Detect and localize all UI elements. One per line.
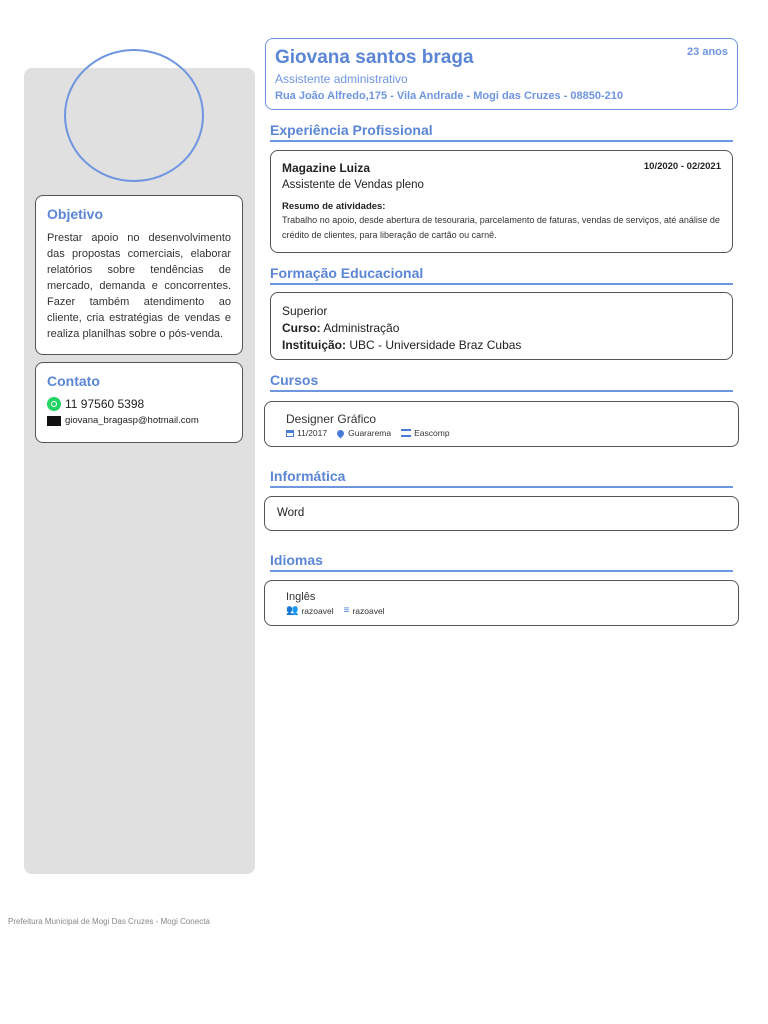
experience-dates: 10/2020 - 02/2021	[643, 161, 721, 172]
language-card	[264, 580, 739, 626]
company-name: Magazine Luiza	[282, 161, 371, 175]
email-row	[47, 415, 231, 426]
writing-level: razoavel	[352, 605, 385, 616]
institution-icon	[401, 429, 411, 437]
course-label: Curso:	[282, 321, 321, 335]
education-card	[270, 292, 733, 360]
page-footer: Prefeitura Municipal de Mogi Das Cruzes - Mogi Conecta	[8, 917, 210, 926]
section-education-title: Formação Educacional	[270, 265, 733, 285]
whatsapp-icon	[47, 397, 61, 411]
objective-text: Prestar apoio no desenvolvimento das propostas comerciais, elaborar relatórios sobre tendências de mercado, demanda e concorrentes. Fazer também atendimento ao cliente, cria estratégias de vendas e realiza planilhas sobre o pós-venda.	[47, 232, 231, 340]
course-meta	[286, 428, 717, 438]
email-address[interactable]: giovana_bragasp@hotmail.com	[65, 415, 199, 426]
language-meta	[286, 605, 717, 616]
mail-icon	[47, 416, 61, 426]
writing-icon: ≡	[343, 605, 350, 616]
section-computing-title: Informática	[270, 468, 733, 488]
candidate-name: Giovana santos braga	[275, 47, 474, 68]
objective-title: Objetivo	[47, 206, 104, 222]
section-courses-title: Cursos	[270, 372, 733, 392]
institution-value: UBC - Universidade Braz Cubas	[349, 338, 522, 352]
course-school: Eascomp	[414, 428, 450, 438]
calendar-icon	[286, 430, 294, 437]
summary-text: Trabalho no apoio, desde abertura de tesouraria, parcelamento de faturas, vendas de serviços, até análise de crédito de clientes, para liberação de cartão ou carnê.	[282, 215, 720, 240]
computing-item: Word	[277, 507, 305, 519]
education-level: Superior	[282, 304, 328, 318]
candidate-role: Assistente administrativo	[275, 72, 408, 86]
candidate-age: 23 anos	[687, 46, 728, 58]
sidebar	[24, 68, 255, 874]
speaking-icon: 👥	[286, 605, 299, 616]
location-pin-icon	[336, 428, 346, 438]
course-card	[264, 401, 739, 447]
course-date: 11/2017	[297, 428, 328, 438]
experience-card	[270, 150, 733, 253]
institution-label: Instituição:	[282, 338, 347, 352]
education-course-row	[282, 320, 721, 337]
candidate-address: Rua João Alfredo,175 - Vila Andrade - Mogi das Cruzes - 08850-210	[275, 90, 624, 102]
course-name: Designer Gráfico	[286, 412, 377, 426]
speaking-level: razoavel	[301, 605, 334, 616]
profile-photo-placeholder	[64, 49, 204, 182]
contact-title: Contato	[47, 373, 100, 389]
education-institution-row	[282, 337, 721, 354]
computing-card	[264, 496, 739, 531]
header-card	[265, 38, 738, 110]
experience-position: Assistente de Vendas pleno	[282, 179, 424, 191]
course-location: Guararema	[348, 428, 392, 438]
phone-row	[47, 397, 231, 411]
section-languages-title: Idiomas	[270, 552, 733, 572]
phone-number[interactable]: 11 97560 5398	[65, 397, 145, 411]
section-experience-title: Experiência Profissional	[270, 122, 733, 142]
summary-label: Resumo de atividades:	[282, 201, 386, 212]
language-name: Inglês	[286, 591, 316, 603]
objective-card	[35, 195, 243, 355]
contact-card	[35, 362, 243, 443]
course-value: Administração	[323, 321, 400, 335]
